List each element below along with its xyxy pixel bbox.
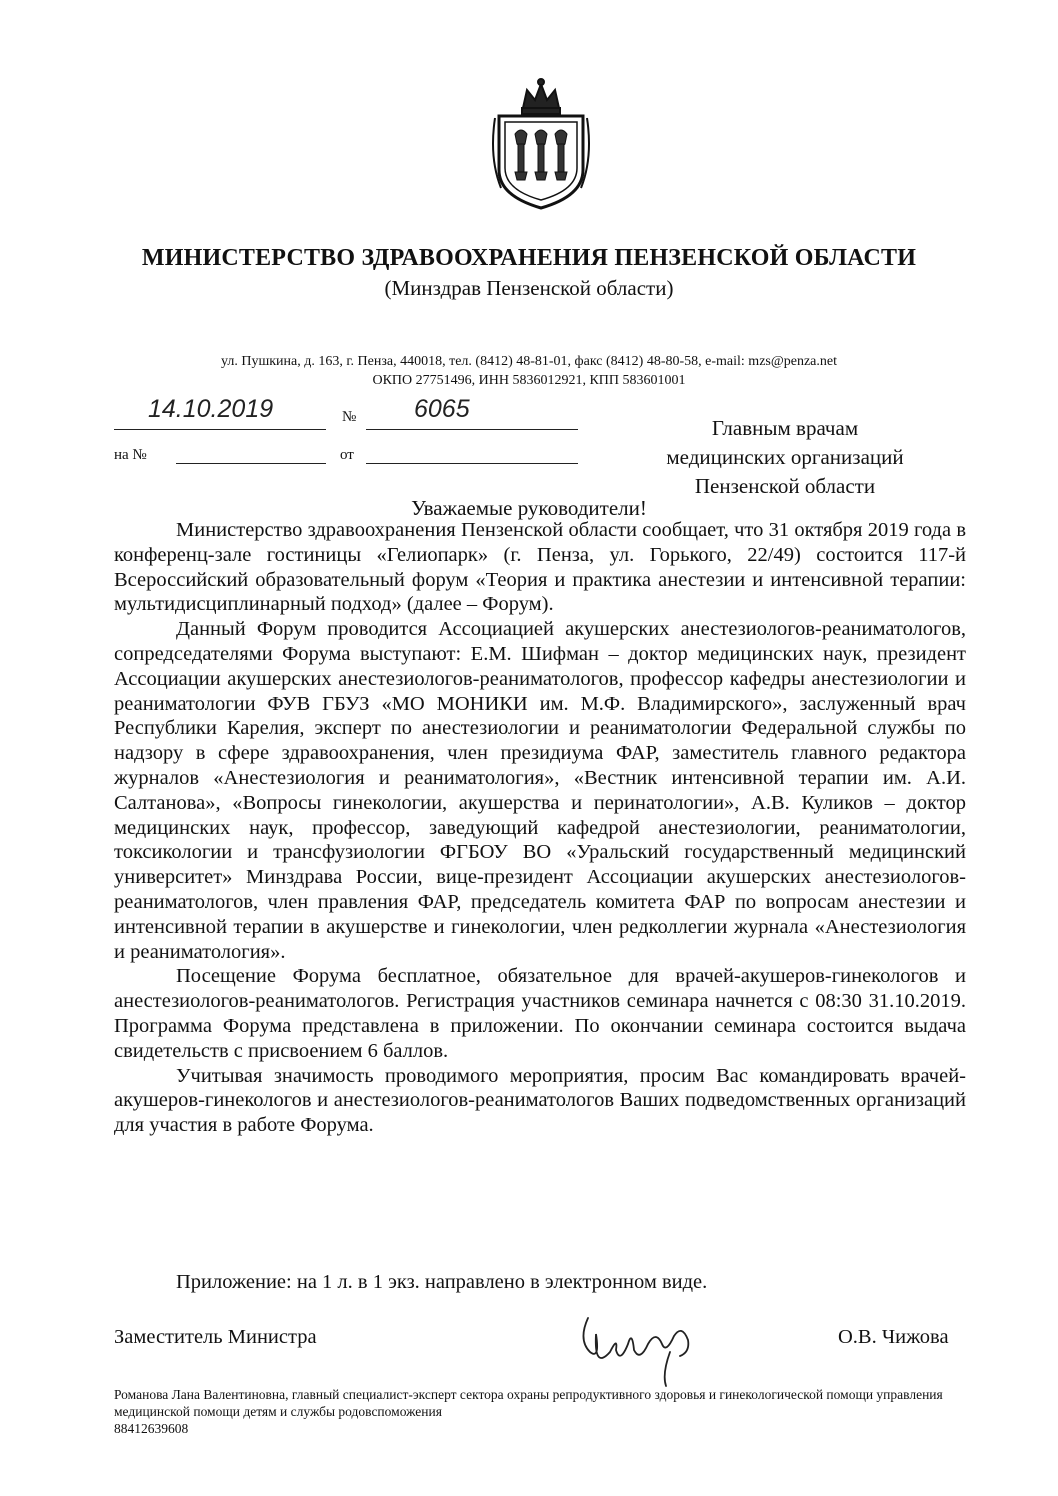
ministry-contacts — [0, 352, 1058, 390]
number-underline — [366, 429, 578, 430]
reply-number-underline — [176, 463, 326, 464]
handwritten-signature — [570, 1300, 710, 1390]
registration-number: 6065 — [414, 395, 470, 423]
ministry-title: МИНИСТЕРСТВО ЗДРАВООХРАНЕНИЯ ПЕНЗЕНСКОЙ ОБЛАСТИ — [141, 245, 917, 271]
addressee-line: Главным врачам — [711, 416, 859, 440]
coat-of-arms-emblem — [489, 78, 593, 212]
greeting: Уважаемые руководители! — [411, 496, 647, 520]
reply-date-underline — [366, 463, 578, 464]
body-paragraph: Посещение Форума бесплатное, обязательное для врачей-акушеров-гинекологов и анестезиологов-реаниматологов. Регистрация участников семинара начнется с 08:30 31.10.2019. Программа Форума представлена в приложении. По окончании семинара состоится выдача свидетельств с присвоением 6 баллов. — [114, 965, 966, 1062]
reply-number-label: на № — [114, 447, 147, 463]
ministry-short-name: (Минздрав Пензенской области) — [384, 276, 674, 300]
registration-date: 14.10.2019 — [148, 395, 274, 423]
letter-body — [114, 518, 966, 1138]
signatory-name: О.В. Чижова — [838, 1326, 949, 1348]
reply-date-label: от — [340, 447, 354, 463]
executor-phone: 88412639608 — [114, 1421, 189, 1436]
body-paragraph: Министерство здравоохранения Пензенской области сообщает, что 31 октября 2019 года в конференц-зале гостиницы «Гелиопарк» (г. Пенза, ул. Горького, 22/49) состоится 117-й Всероссийский образовательный форум «Теория и практика анестезии и интенсивной терапии: мультидисциплинарный подход» (далее – Форум). — [114, 519, 966, 616]
contacts-registry-line: ОКПО 27751496, ИНН 5836012921, КПП 583601001 — [372, 373, 686, 388]
contacts-address-line: ул. Пушкина, д. 163, г. Пенза, 440018, тел. (8412) 48-81-01, факс (8412) 48-80-58, e-mail: mzs@penza.net — [220, 354, 837, 369]
registration-block — [114, 395, 594, 475]
addressee-line: медицинских организаций — [666, 445, 904, 469]
body-paragraph: Данный Форум проводится Ассоциацией акушерских анестезиологов-реаниматологов, сопредседателями Форума выступают: Е.М. Шифман – доктор медицинских наук, президент Ассоциации акушерских анестезиологов-реаниматологов, профессор кафедры анестезиологии и реаниматологии ФУВ ГБУЗ «МО МОНИКИ им. М.Ф. Владимирского», заслуженный врач Республики Карелия, эксперт по анестезиологии и реаниматологии Федеральной службы по надзору в сфере здравоохранения, член президиума ФАР, заместитель главного редактора журналов «Анестезиология и реаниматология», «Вестник интенсивной терапии им. А.И. Салтанова», «Вопросы гинекологии, акушерства и перинатологии», А.В. Куликов – доктор медицинских наук, профессор, заведующий кафедрой анестезиологии, реаниматологии, токсикологии и трансфузиологии ФГБОУ ВО «Уральский государственный медицинский университет» Минздрава России, вице-президент Ассоциации акушерских анестезиологов-реаниматологов, член правления ФАР, председатель комитета ФАР по вопросам анестезии и интенсивной терапии в акушерстве и гинекологии, член редколлегии журнала «Анестезиология и реаниматология». — [114, 618, 966, 963]
addressee-block — [625, 414, 945, 501]
addressee-line: Пензенской области — [694, 474, 876, 498]
executor-info: Романова Лана Валентиновна, главный специалист-эксперт сектора охраны репродуктивного здоровья и гинекологической помощи управления медицинской помощи детям и службы родовспоможения — [114, 1387, 943, 1419]
executor-footer — [114, 1386, 974, 1437]
attachment-note: Приложение: на 1 л. в 1 экз. направлено в электронном виде. — [176, 1271, 708, 1293]
date-underline — [114, 429, 326, 430]
body-paragraph: Учитывая значимость проводимого мероприятия, просим Вас командировать врачей-акушеров-гинекологов и анестезиологов-реаниматологов Ваших подведомственных организаций для участия в работе Форума. — [114, 1064, 966, 1137]
signatory-role: Заместитель Министра — [114, 1326, 317, 1348]
number-label: № — [342, 409, 357, 425]
